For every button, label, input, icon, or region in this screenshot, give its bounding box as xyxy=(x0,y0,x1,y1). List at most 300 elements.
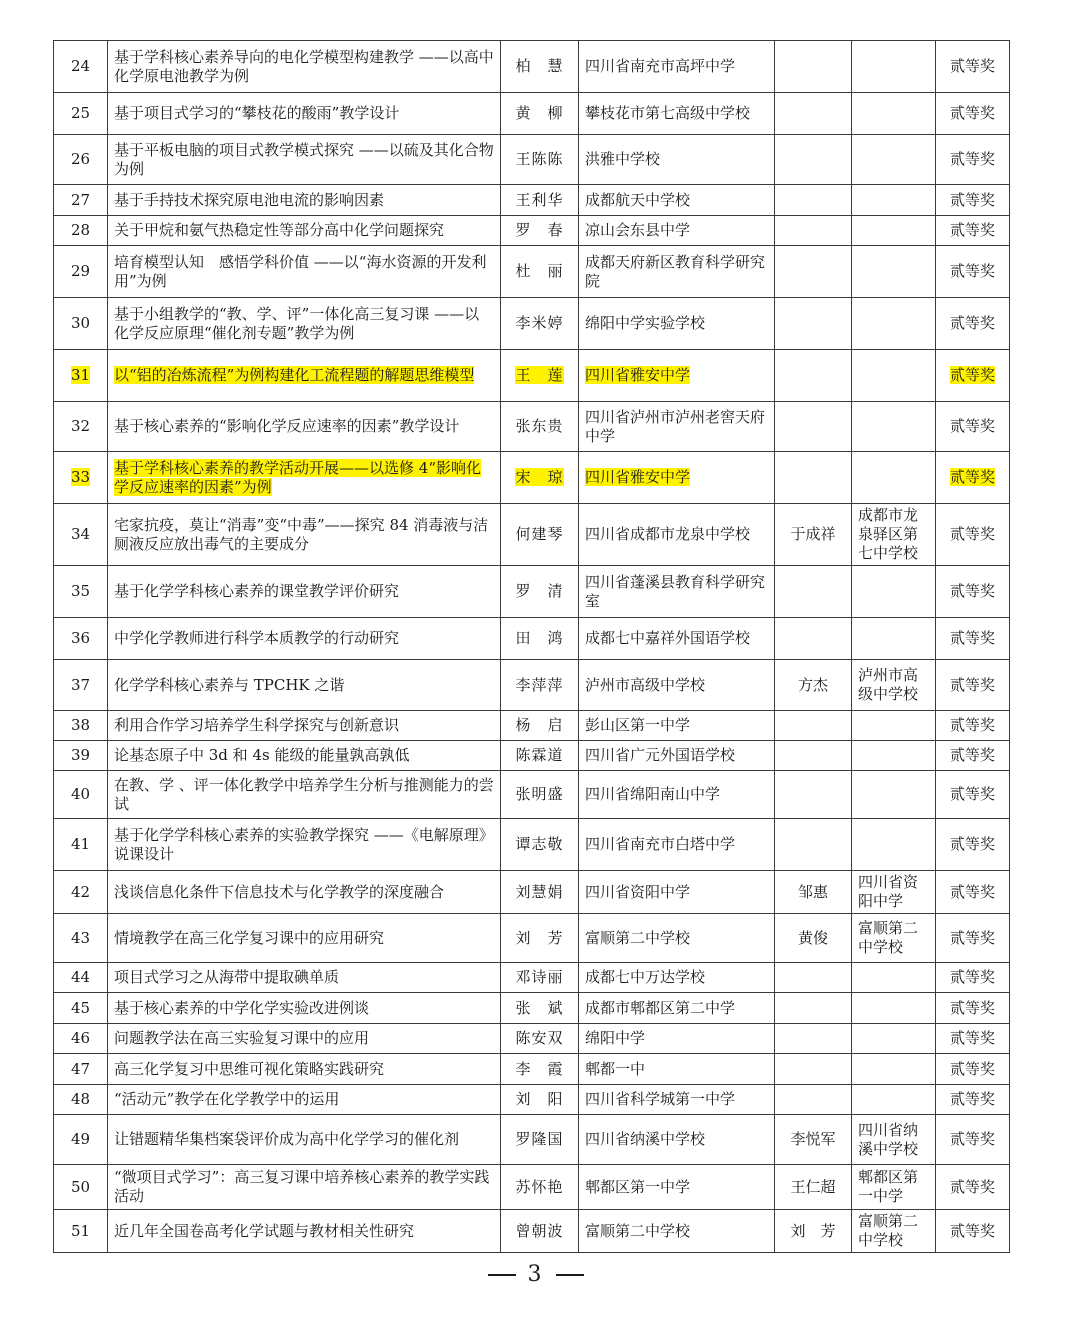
award-cell xyxy=(936,914,1010,963)
paper-title-text: 基于学科核心素养导向的电化学模型构建教学 ——以高中化学原电池教学为例 xyxy=(114,47,494,85)
paper-title-text: 基于学科核心素养的教学活动开展——以选修 4“影响化学反应速率的因素”为例 xyxy=(114,458,481,496)
tutor-school-cell xyxy=(852,452,936,504)
tutor-cell xyxy=(775,771,852,819)
paper-title-cell xyxy=(108,1165,501,1210)
award-cell xyxy=(936,216,1010,246)
award-text: 贰等奖 xyxy=(949,882,995,901)
author-cell xyxy=(501,298,579,350)
row-number-cell xyxy=(54,711,108,741)
school-cell xyxy=(579,504,775,566)
tutor-cell xyxy=(775,711,852,741)
row-number-text: 28 xyxy=(70,221,91,239)
tutor-cell xyxy=(775,566,852,618)
table-row xyxy=(54,1085,1010,1115)
award-text: 贰等奖 xyxy=(949,314,995,332)
author-text: 宋 琼 xyxy=(515,468,564,486)
tutor-school-cell xyxy=(852,41,936,93)
school-cell xyxy=(579,660,775,711)
tutor-school-cell xyxy=(852,93,936,135)
author-cell xyxy=(501,41,579,93)
author-cell xyxy=(501,914,579,963)
school-cell xyxy=(579,963,775,993)
author-cell xyxy=(501,1054,579,1085)
award-text: 贰等奖 xyxy=(949,998,995,1017)
tutor-school-text: 四川省资阳中学 xyxy=(858,873,919,910)
table-row xyxy=(54,216,1010,246)
paper-title-cell xyxy=(108,246,501,298)
author-text: 王 莲 xyxy=(515,366,564,384)
paper-title-cell xyxy=(108,350,501,402)
row-number-text: 47 xyxy=(70,1059,91,1078)
paper-title-cell xyxy=(108,618,501,660)
tutor-school-cell xyxy=(852,566,936,618)
row-number-cell xyxy=(54,1115,108,1165)
tutor-cell xyxy=(775,402,852,452)
tutor-cell xyxy=(775,216,852,246)
school-text: 攀枝花市第七高级中学校 xyxy=(585,104,751,122)
tutor-school-cell xyxy=(852,993,936,1024)
author-text: 柏 慧 xyxy=(515,57,564,75)
paper-title-text: 近几年全国卷高考化学试题与教材相关性研究 xyxy=(114,1221,415,1240)
school-cell xyxy=(579,1085,775,1115)
row-number-text: 50 xyxy=(70,1177,91,1196)
author-cell xyxy=(501,618,579,660)
paper-title-text: 让错题精华集档案袋评价成为高中化学学习的催化剂 xyxy=(114,1130,460,1148)
paper-title-text: 关于甲烷和氨气热稳定性等部分高中化学问题探究 xyxy=(114,221,445,239)
table-row xyxy=(54,711,1010,741)
row-number-text: 34 xyxy=(70,525,91,543)
school-text: 成都七中嘉祥外国语学校 xyxy=(585,629,751,647)
school-cell xyxy=(579,1165,775,1210)
tutor-cell xyxy=(775,1085,852,1115)
award-cell xyxy=(936,618,1010,660)
school-text: 四川省广元外国语学校 xyxy=(585,746,736,764)
school-text: 洪雅中学校 xyxy=(585,150,661,168)
paper-title-cell xyxy=(108,216,501,246)
award-cell xyxy=(936,771,1010,819)
paper-title-text: 化学学科核心素养与 TPCHK 之谐 xyxy=(114,675,345,694)
row-number-cell xyxy=(54,871,108,914)
award-cell xyxy=(936,452,1010,504)
table-row xyxy=(54,135,1010,185)
paper-title-text: 在教、学 、评一体化教学中培养学生分析与推测能力的尝试 xyxy=(114,775,494,813)
table-row xyxy=(54,566,1010,618)
author-text: 李米婷 xyxy=(515,314,564,332)
author-text: 刘 芳 xyxy=(515,928,564,947)
school-text: 郫都区第一中学 xyxy=(585,1177,691,1196)
table-row xyxy=(54,741,1010,771)
tutor-cell xyxy=(775,298,852,350)
tutor-school-cell xyxy=(852,871,936,914)
table-row xyxy=(54,185,1010,216)
paper-title-text: 论基态原子中 3d 和 4s 能级的能量孰高孰低 xyxy=(114,746,410,764)
paper-title-cell xyxy=(108,402,501,452)
row-number-text: 24 xyxy=(70,57,91,75)
tutor-school-cell xyxy=(852,618,936,660)
school-text: 彭山区第一中学 xyxy=(585,716,691,734)
award-cell xyxy=(936,993,1010,1024)
school-cell xyxy=(579,711,775,741)
school-cell xyxy=(579,771,775,819)
row-number-text: 49 xyxy=(70,1130,91,1148)
award-text: 贰等奖 xyxy=(949,928,995,947)
school-text: 郫都一中 xyxy=(585,1059,646,1078)
author-cell xyxy=(501,993,579,1024)
paper-title-cell xyxy=(108,1024,501,1054)
tutor-cell xyxy=(775,1210,852,1253)
row-number-cell xyxy=(54,504,108,566)
school-cell xyxy=(579,566,775,618)
author-text: 王利华 xyxy=(515,190,564,209)
paper-title-cell xyxy=(108,41,501,93)
paper-title-text: 基于核心素养的中学化学实验改进例谈 xyxy=(114,998,370,1017)
school-cell xyxy=(579,402,775,452)
tutor-school-cell xyxy=(852,963,936,993)
school-text: 富顺第二中学校 xyxy=(585,1221,691,1240)
school-text: 绵阳中学实验学校 xyxy=(585,314,706,332)
paper-title-cell xyxy=(108,771,501,819)
award-cell xyxy=(936,963,1010,993)
table-row xyxy=(54,402,1010,452)
row-number-cell xyxy=(54,618,108,660)
row-number-text: 27 xyxy=(70,190,91,209)
tutor-school-cell xyxy=(852,504,936,566)
row-number-text: 42 xyxy=(70,882,91,901)
tutor-text: 方杰 xyxy=(797,675,828,694)
school-cell xyxy=(579,1024,775,1054)
table-row xyxy=(54,350,1010,402)
award-text: 贰等奖 xyxy=(949,968,995,986)
tutor-school-cell xyxy=(852,1054,936,1085)
tutor-school-text: 四川省纳溪中学校 xyxy=(858,1120,919,1158)
tutor-cell xyxy=(775,185,852,216)
tutor-cell xyxy=(775,963,852,993)
award-cell xyxy=(936,93,1010,135)
award-text: 贰等奖 xyxy=(949,746,995,764)
award-cell xyxy=(936,350,1010,402)
award-cell xyxy=(936,1085,1010,1115)
author-text: 谭志敬 xyxy=(515,835,564,853)
tutor-school-cell xyxy=(852,1210,936,1253)
table-row xyxy=(54,819,1010,871)
school-cell xyxy=(579,41,775,93)
award-text: 贰等奖 xyxy=(949,835,995,853)
paper-title-cell xyxy=(108,135,501,185)
table-row xyxy=(54,41,1010,93)
school-cell xyxy=(579,1115,775,1165)
table-row xyxy=(54,660,1010,711)
page-number-left-dash xyxy=(488,1274,516,1276)
author-text: 罗 清 xyxy=(515,582,564,600)
school-text: 四川省雅安中学 xyxy=(585,468,691,486)
tutor-cell xyxy=(775,819,852,871)
tutor-cell xyxy=(775,914,852,963)
award-cell xyxy=(936,41,1010,93)
row-number-cell xyxy=(54,246,108,298)
tutor-school-cell xyxy=(852,402,936,452)
author-text: 邓诗丽 xyxy=(515,968,564,986)
award-text: 贰等奖 xyxy=(949,190,995,209)
award-text: 贰等奖 xyxy=(949,1090,995,1108)
award-text: 贰等奖 xyxy=(949,629,995,647)
school-cell xyxy=(579,298,775,350)
award-cell xyxy=(936,1024,1010,1054)
author-text: 王陈陈 xyxy=(515,150,564,168)
author-cell xyxy=(501,871,579,914)
award-cell xyxy=(936,135,1010,185)
school-text: 四川省蓬溪县教育科学研究室 xyxy=(585,572,766,610)
award-text: 贰等奖 xyxy=(949,1029,995,1047)
tutor-school-cell xyxy=(852,298,936,350)
tutor-cell xyxy=(775,452,852,504)
author-cell xyxy=(501,771,579,819)
author-cell xyxy=(501,1115,579,1165)
row-number-text: 26 xyxy=(70,150,91,168)
school-text: 成都航天中学校 xyxy=(585,190,691,209)
table-row xyxy=(54,963,1010,993)
paper-title-text: 浅谈信息化条件下信息技术与化学教学的深度融合 xyxy=(114,882,445,901)
author-cell xyxy=(501,711,579,741)
row-number-cell xyxy=(54,402,108,452)
paper-title-cell xyxy=(108,298,501,350)
author-text: 曾朝波 xyxy=(515,1221,564,1240)
award-cell xyxy=(936,1115,1010,1165)
author-text: 罗隆国 xyxy=(515,1130,564,1148)
school-cell xyxy=(579,741,775,771)
school-text: 绵阳中学 xyxy=(585,1029,646,1047)
paper-title-cell xyxy=(108,504,501,566)
school-cell xyxy=(579,871,775,914)
paper-title-text: 情境教学在高三化学复习课中的应用研究 xyxy=(114,928,385,947)
tutor-school-cell xyxy=(852,771,936,819)
author-cell xyxy=(501,1210,579,1253)
award-text: 贰等奖 xyxy=(949,104,995,122)
tutor-text: 邹惠 xyxy=(797,882,828,901)
school-text: 泸州市高级中学校 xyxy=(585,675,706,694)
tutor-cell xyxy=(775,993,852,1024)
school-text: 凉山会东县中学 xyxy=(585,221,691,239)
award-cell xyxy=(936,566,1010,618)
award-cell xyxy=(936,871,1010,914)
table-row xyxy=(54,1054,1010,1085)
table-row xyxy=(54,1165,1010,1210)
paper-title-cell xyxy=(108,741,501,771)
row-number-text: 31 xyxy=(70,366,91,384)
school-cell xyxy=(579,993,775,1024)
author-cell xyxy=(501,1085,579,1115)
award-cell xyxy=(936,660,1010,711)
table-row xyxy=(54,871,1010,914)
school-cell xyxy=(579,350,775,402)
tutor-school-cell xyxy=(852,246,936,298)
school-text: 四川省资阳中学 xyxy=(585,882,691,901)
tutor-school-cell xyxy=(852,1085,936,1115)
tutor-cell xyxy=(775,741,852,771)
author-text: 张东贵 xyxy=(515,417,564,435)
tutor-school-cell xyxy=(852,135,936,185)
tutor-school-cell xyxy=(852,1165,936,1210)
author-cell xyxy=(501,566,579,618)
award-text: 贰等奖 xyxy=(949,417,995,435)
tutor-school-text: 郫都区第一中学 xyxy=(858,1168,919,1205)
row-number-text: 38 xyxy=(70,716,91,734)
paper-title-cell xyxy=(108,452,501,504)
row-number-cell xyxy=(54,93,108,135)
paper-title-text: 培育模型认知 感悟学科价值 ——以“海水资源的开发利用”为例 xyxy=(114,252,487,290)
school-cell xyxy=(579,246,775,298)
award-text: 贰等奖 xyxy=(949,675,995,694)
page-number-value: 3 xyxy=(527,1262,544,1287)
author-cell xyxy=(501,963,579,993)
author-cell xyxy=(501,1165,579,1210)
school-text: 四川省雅安中学 xyxy=(585,366,691,384)
row-number-text: 44 xyxy=(70,968,91,986)
author-text: 黄 柳 xyxy=(515,104,564,122)
paper-title-cell xyxy=(108,1085,501,1115)
row-number-text: 35 xyxy=(70,582,91,600)
row-number-cell xyxy=(54,566,108,618)
row-number-cell xyxy=(54,660,108,711)
author-text: 李萍萍 xyxy=(515,675,564,694)
page-number xyxy=(0,1262,1071,1287)
school-cell xyxy=(579,618,775,660)
tutor-cell xyxy=(775,1054,852,1085)
row-number-text: 33 xyxy=(70,468,91,486)
row-number-cell xyxy=(54,819,108,871)
award-cell xyxy=(936,741,1010,771)
tutor-cell xyxy=(775,93,852,135)
tutor-school-text: 泸州市高级中学校 xyxy=(858,666,919,703)
school-cell xyxy=(579,819,775,871)
school-text: 四川省泸州市泸州老窖天府中学 xyxy=(585,407,766,445)
paper-title-text: 利用合作学习培养学生科学探究与创新意识 xyxy=(114,716,400,734)
row-number-cell xyxy=(54,1210,108,1253)
school-text: 富顺第二中学校 xyxy=(585,928,691,947)
author-text: 张 斌 xyxy=(515,998,564,1017)
paper-title-cell xyxy=(108,185,501,216)
tutor-school-cell xyxy=(852,711,936,741)
paper-title-text: 项目式学习之从海带中提取碘单质 xyxy=(114,968,340,986)
tutor-school-cell xyxy=(852,350,936,402)
school-cell xyxy=(579,914,775,963)
row-number-text: 37 xyxy=(70,675,91,694)
award-text: 贰等奖 xyxy=(949,57,995,75)
tutor-school-cell xyxy=(852,819,936,871)
author-text: 罗 春 xyxy=(515,221,564,239)
row-number-text: 32 xyxy=(70,417,91,435)
row-number-text: 48 xyxy=(70,1090,91,1108)
row-number-text: 41 xyxy=(70,835,91,853)
paper-title-cell xyxy=(108,711,501,741)
tutor-school-cell xyxy=(852,741,936,771)
author-text: 田 鸿 xyxy=(515,629,564,647)
paper-title-cell xyxy=(108,963,501,993)
paper-title-text: 中学化学教师进行科学本质教学的行动研究 xyxy=(114,629,400,647)
row-number-cell xyxy=(54,135,108,185)
school-text: 四川省科学城第一中学 xyxy=(585,1090,736,1108)
author-text: 苏怀艳 xyxy=(515,1177,564,1196)
page-number-right-dash xyxy=(556,1274,584,1276)
row-number-cell xyxy=(54,41,108,93)
paper-title-text: 基于化学学科核心素养的实验教学探究 ——《电解原理》说课设计 xyxy=(114,825,494,863)
award-text: 贰等奖 xyxy=(949,582,995,600)
row-number-text: 39 xyxy=(70,746,91,764)
tutor-school-cell xyxy=(852,914,936,963)
school-cell xyxy=(579,1054,775,1085)
author-cell xyxy=(501,1024,579,1054)
author-text: 杨 启 xyxy=(515,716,564,734)
tutor-cell xyxy=(775,871,852,914)
tutor-cell xyxy=(775,1115,852,1165)
row-number-cell xyxy=(54,993,108,1024)
table-row xyxy=(54,504,1010,566)
author-cell xyxy=(501,660,579,711)
author-cell xyxy=(501,350,579,402)
tutor-school-cell xyxy=(852,1115,936,1165)
row-number-cell xyxy=(54,963,108,993)
tutor-cell xyxy=(775,504,852,566)
author-cell xyxy=(501,819,579,871)
author-cell xyxy=(501,246,579,298)
author-text: 刘慧娟 xyxy=(515,882,564,901)
tutor-school-cell xyxy=(852,1024,936,1054)
tutor-cell xyxy=(775,135,852,185)
paper-title-cell xyxy=(108,93,501,135)
paper-title-cell xyxy=(108,566,501,618)
tutor-school-cell xyxy=(852,185,936,216)
author-cell xyxy=(501,741,579,771)
table-row xyxy=(54,298,1010,350)
school-cell xyxy=(579,93,775,135)
paper-title-text: 问题教学法在高三实验复习课中的应用 xyxy=(114,1029,370,1047)
paper-title-cell xyxy=(108,1210,501,1253)
tutor-cell xyxy=(775,618,852,660)
award-text: 贰等奖 xyxy=(949,366,995,384)
tutor-school-text: 富顺第二中学校 xyxy=(858,919,919,956)
paper-title-text: 基于手持技术探究原电池电流的影响因素 xyxy=(114,190,385,209)
tutor-cell xyxy=(775,350,852,402)
school-text: 成都市郫都区第二中学 xyxy=(585,998,736,1017)
award-text: 贰等奖 xyxy=(949,1059,995,1078)
author-cell xyxy=(501,452,579,504)
row-number-text: 51 xyxy=(70,1221,91,1240)
award-cell xyxy=(936,1210,1010,1253)
table-row xyxy=(54,618,1010,660)
author-cell xyxy=(501,135,579,185)
paper-title-cell xyxy=(108,1115,501,1165)
author-cell xyxy=(501,93,579,135)
row-number-text: 45 xyxy=(70,998,91,1017)
table-row xyxy=(54,1024,1010,1054)
school-text: 四川省南充市白塔中学 xyxy=(585,835,736,853)
row-number-cell xyxy=(54,350,108,402)
row-number-cell xyxy=(54,914,108,963)
row-number-cell xyxy=(54,216,108,246)
award-text: 贰等奖 xyxy=(949,716,995,734)
tutor-school-text: 富顺第二中学校 xyxy=(858,1212,919,1249)
tutor-text: 李悦军 xyxy=(790,1130,836,1148)
school-cell xyxy=(579,216,775,246)
school-cell xyxy=(579,1210,775,1253)
paper-title-text: 以“铝的冶炼流程”为例构建化工流程题的解题思维模型 xyxy=(114,366,475,384)
award-cell xyxy=(936,246,1010,298)
author-cell xyxy=(501,185,579,216)
awards-table xyxy=(53,40,1010,1253)
row-number-text: 25 xyxy=(70,104,91,122)
award-cell xyxy=(936,185,1010,216)
paper-title-text: 基于小组教学的“教、学、评”一体化高三复习课 ——以化学反应原理“催化剂专题”教学为例 xyxy=(114,304,480,342)
tutor-text: 黄俊 xyxy=(797,928,828,947)
